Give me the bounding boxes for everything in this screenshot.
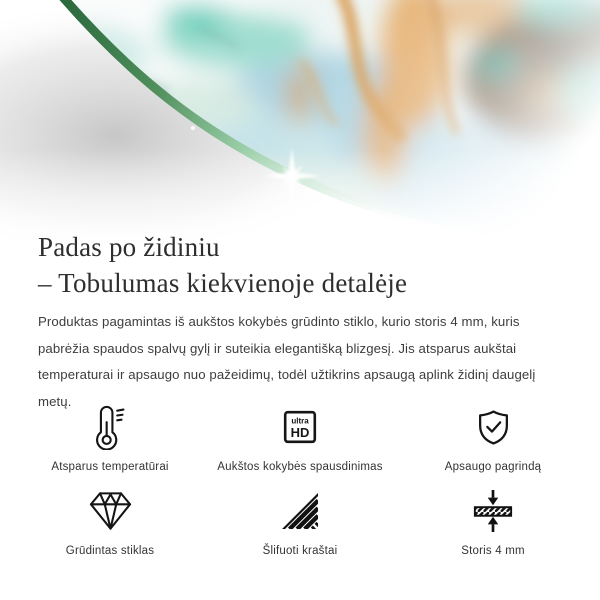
product-description: Produktas pagamintas iš aukštos kokybės grūdinto stiklo, kurio storis 4 mm, kuris pabrėžia spaudos spalvų gylį ir suteikia elegantišką blizgesį. Jis atsparus aukštai temperaturai ir apsaugo nuo pažeidimų, todėl užtikrins apsaugą aplink židinį daugelį metų.	[38, 314, 536, 409]
glass-pad-image	[0, 0, 600, 250]
feature-label: Grūdintas stiklas	[65, 545, 155, 557]
page-title-line1: Padas po židiniu	[38, 232, 220, 262]
feature-label: Storis 4 mm	[461, 545, 525, 557]
feature-label: Atsparus temperatūrai	[51, 461, 169, 473]
polished-edges-icon	[202, 485, 398, 537]
thickness-icon	[395, 485, 591, 537]
feature-thickness	[395, 485, 591, 557]
feature-tempered-glass	[12, 485, 208, 557]
thermometer-icon	[12, 401, 208, 453]
shield-check-icon	[395, 401, 591, 453]
feature-heat-resistant	[12, 401, 208, 473]
product-photo	[0, 0, 600, 250]
svg-text:ultra: ultra	[291, 416, 309, 426]
page-title-line2: – Tobulumas kiekvienoje detalėje	[38, 268, 408, 298]
diamond-icon	[12, 485, 208, 537]
feature-protects-base	[395, 401, 591, 473]
feature-print-quality	[202, 401, 398, 473]
svg-text:HD: HD	[290, 425, 310, 440]
feature-label: Aukštos kokybės spausdinimas	[217, 461, 383, 473]
page-title	[38, 229, 407, 301]
ultra-hd-icon	[202, 401, 398, 453]
feature-polished-edges	[202, 485, 398, 557]
feature-label: Apsaugo pagrindą	[444, 461, 542, 473]
feature-label: Šlifuoti kraštai	[262, 545, 338, 557]
